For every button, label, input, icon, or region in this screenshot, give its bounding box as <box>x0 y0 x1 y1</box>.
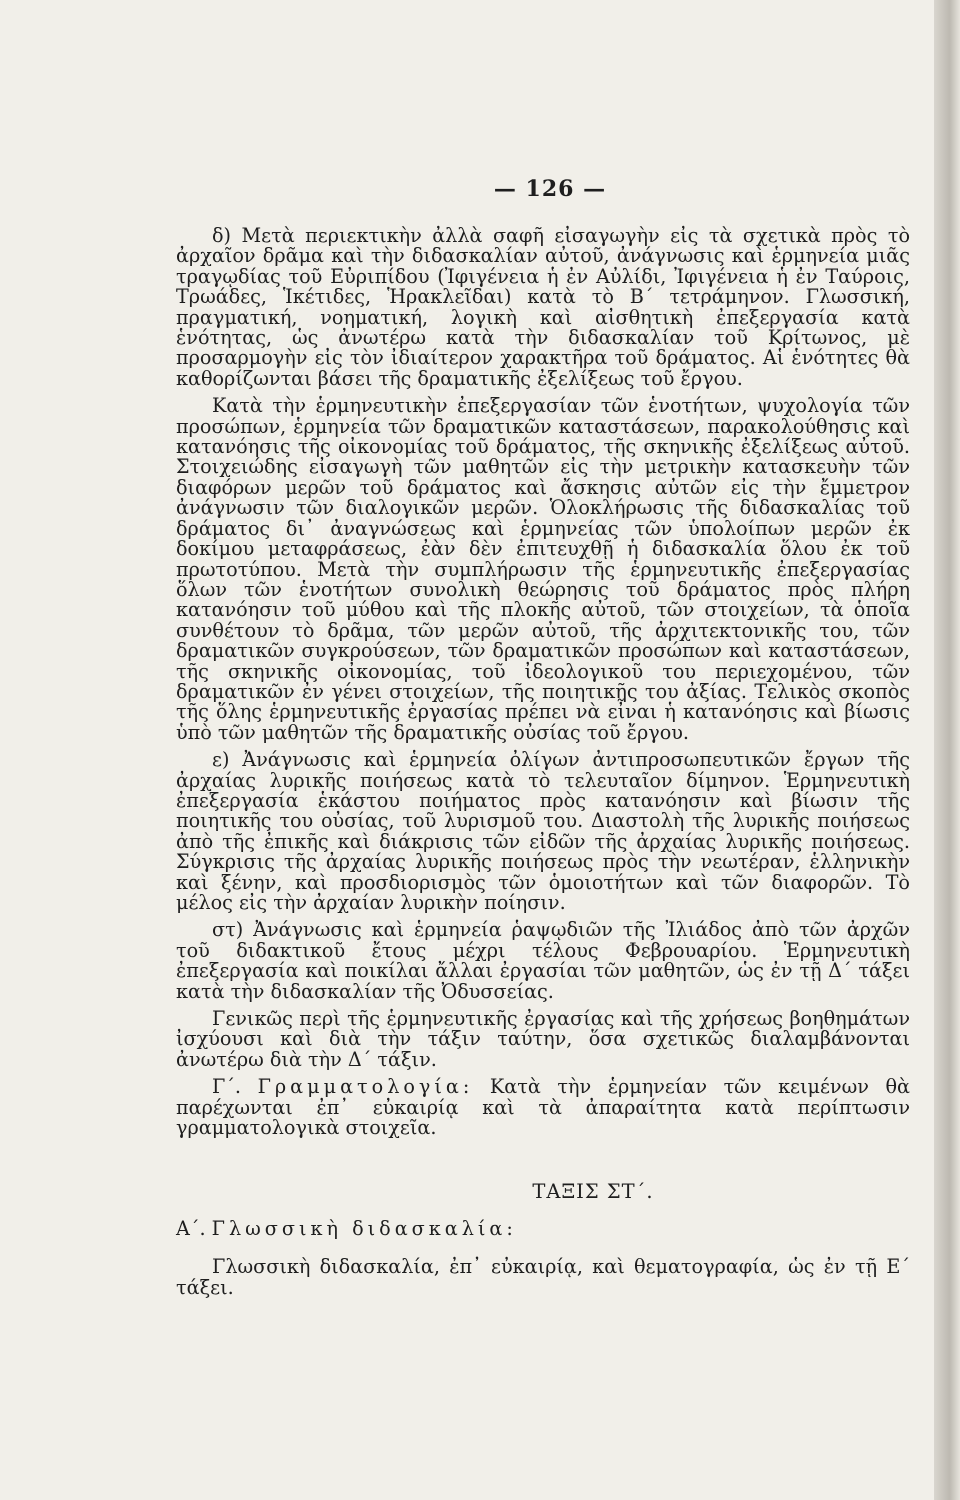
section-a-text: Γλωσσικὴ διδασκαλία, ἐπ᾽ εὐκαιρίᾳ, καὶ θεματογραφία, ὡς ἐν τῇ Ε΄ τάξει. <box>176 1255 910 1299</box>
page-body <box>176 212 910 1305</box>
paragraph-delta: δ) Μετὰ περιεκτικὴν ἀλλὰ σαφῆ εἰσαγωγὴν εἰς τὰ σχετικὰ πρὸς τὸ ἀρχαῖον δρᾶμα καὶ τὴν διδασκαλίαν αὐτοῦ, ἀνάγνωσις καὶ ἑρμηνεία μιᾶς τραγῳδίας τοῦ Εὐριπίδου (Ἰφιγένεια ἡ ἐν Αὐλίδι, Ἰφιγένεια ἡ ἐν Ταύροις, Τρωάδες, Ἱκέτιδες, Ἡρακλεῖδαι) κατὰ τὸ Β΄ τετράμηνον. Γλωσσική, πραγματική, νοηματική, λογικὴ καὶ αἰσθητικὴ ἐπεξεργασία κατὰ ἑνότητας, ὡς ἀνωτέρω κατὰ τὴν διδασκαλίαν τοῦ Κρίτωνος, μὲ προσαρμογὴν εἰς τὸν ἰδιαίτερον χαρακτῆρα τοῦ δράματος. Αἱ ἑνότητες θὰ καθορίζωνται βάσει τῆς δραματικῆς ἐξελίξεως τοῦ ἔργου. <box>176 224 910 390</box>
paragraph-general: Γενικῶς περὶ τῆς ἑρμηνευτικῆς ἐργασίας καὶ τῆς χρήσεως βοηθημάτων ἰσχύουσι καὶ διὰ τὴν τάξιν ταύτην, ὅσα σχετικῶς διαλαμβάνονται ἀνωτέρω διὰ τὴν Δ΄ τάξιν. <box>176 1007 910 1071</box>
paragraph-interpretation: Κατὰ τὴν ἑρμηνευτικὴν ἐπεξεργασίαν τῶν ἑνοτήτων, ψυχολογία τῶν προσώπων, ἑρμηνεία τῶν δραματικῶν καταστάσεων, παρακολούθησις καὶ κατανόησις τῆς οἰκονομίας τοῦ δράματος, τῆς σκηνικῆς ἐξελίξεως αὐτοῦ. Στοιχειώδης εἰσαγωγὴ τῶν μαθητῶν εἰς τὴν μετρικὴν κατασκευὴν τῶν διαφόρων μερῶν τοῦ δράματος καὶ ἄσκησις αὐτῶν εἰς τὴν ἔμμετρον ἀνάγνωσιν τῶν διαλογικῶν μερῶν. Ὁλοκλήρωσις τῆς διδασκαλίας τοῦ δράματος δι᾽ ἀναγνώσεως καὶ ἑρμηνείας τῶν ὑπολοίπων μερῶν ἐκ δοκίμου μεταφράσεως, ἐὰν δὲν ἐπιτευχθῇ ἡ διδασκαλία ὅλου ἐκ τοῦ πρωτοτύπου. Μετὰ τὴν συμπλήρωσιν τῆς ἑρμηνευτικῆς ἐπεξεργασίας ὅλων τῶν ἑνοτήτων συνολικὴ θεώρησις τοῦ δράματος πρὸς πλήρη κατανόησιν τοῦ μύθου καὶ τῆς πλοκῆς αὐτοῦ, τῶν στοιχείων, τὰ ὁποῖα συνθέτουν τὸ δρᾶμα, τῶν μερῶν αὐτοῦ, τῆς ἀρχιτεκτονικῆς του, τῶν δραματικῶν συγκρούσεων, τῶν δραματικῶν προσώπων καὶ καταστάσεων, τῆς σκηνικῆς οἰκονομίας, τοῦ ἰδεολογικοῦ του περιεχομένου, τῶν δραματικῶν ἐν γένει στοιχείων, τῆς ποιητικῆς του ἀξίας. Τελικὸς σκοπὸς τῆς ὅλης ἑρμηνευτικῆς ἐργασίας πρέπει νὰ εἶναι ἡ κατανόησις καὶ βίωσις ὑπὸ τῶν μαθητῶν τῆς δραματικῆς οὐσίας τοῦ ἔργου. <box>176 394 910 744</box>
paragraph-st: στ) Ἀνάγνωσις καὶ ἑρμηνεία ῥαψῳδιῶν τῆς Ἰλιάδος ἀπὸ τῶν ἀρχῶν τοῦ διδακτικοῦ ἔτους μέχρι τέλους Φεβρουαρίου. Ἑρμηνευτικὴ ἐπεξεργασία καὶ ποικίλαι ἄλλαι ἐργασίαι τῶν μαθητῶν, ὡς ἐν τῇ Δ΄ τάξει κατὰ τὴν διδασκαλίαν τῆς Ὀδυσσείας. <box>176 918 910 1003</box>
section-glossiki-heading <box>176 1216 910 1240</box>
section-grammatologia <box>176 1077 910 1138</box>
section-a-title: Γλωσσικὴ διδασκαλία: <box>211 1216 517 1240</box>
section-g-title: Γραμματολογία: <box>257 1075 474 1099</box>
page-number: — 126 — <box>493 176 607 202</box>
section-a-label: Α΄. <box>176 1216 206 1240</box>
section-g-text: Κατὰ τὴν ἑρμηνείαν τῶν κειμένων θὰ παρέχωνται ἐπ᾽ εὐκαιρίᾳ καὶ τὰ ἀπαραίτητα κατὰ περίπτωσιν γραμματολογικὰ στοιχεῖα. <box>176 1075 910 1140</box>
book-spine-edge <box>934 0 960 1500</box>
class-heading: ΤΑΞΙΣ ΣΤ΄. <box>532 1180 654 1204</box>
paragraph-epsilon: ε) Ἀνάγνωσις καὶ ἑρμηνεία ὀλίγων ἀντιπροσωπευτικῶν ἔργων τῆς ἀρχαίας λυρικῆς ποιήσεως κατὰ τὸ τελευταῖον δίμηνον. Ἑρμηνευτικὴ ἐπεξεργασία ἑκάστου ποιήματος πρὸς κατανόησιν καὶ βίωσιν τῆς ποιητικῆς του οὐσίας, τοῦ λυρισμοῦ του. Διαστολὴ τῆς λυρικῆς ποιήσεως ἀπὸ τῆς ἐπικῆς καὶ διάκρισις τῶν εἰδῶν τῆς ἀρχαίας λυρικῆς ποιήσεως. Σύγκρισις τῆς ἀρχαίας λυρικῆς ποιήσεως πρὸς τὴν νεωτέραν, ἑλληνικὴν καὶ ξένην, καὶ προσδιορισμὸς τῶν ὁμοιοτήτων καὶ τῶν διαφορῶν. Τὸ μέλος εἰς τὴν ἀρχαίαν λυρικὴν ποίησιν. <box>176 748 910 914</box>
section-g-label: Γ΄. <box>212 1075 242 1099</box>
